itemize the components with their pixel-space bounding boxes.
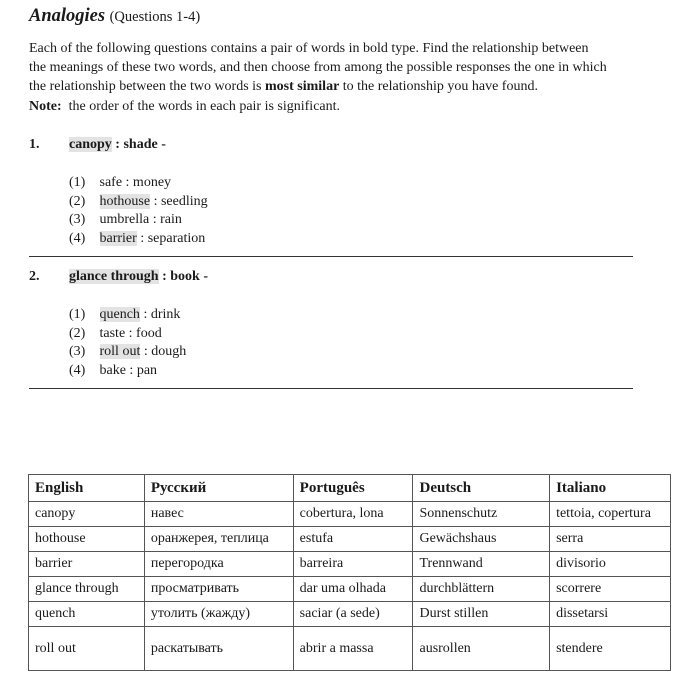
glossary-table (28, 474, 671, 671)
table-cell: Durst stillen (413, 602, 550, 627)
table-cell: просматривать (144, 577, 293, 602)
instructions-line-3 (29, 77, 649, 96)
instructions-emphasis: most similar (265, 79, 340, 94)
option-label: (3) (69, 344, 86, 359)
table-row (29, 552, 671, 577)
note (29, 99, 340, 115)
table-row (29, 502, 671, 527)
answer-option-4[interactable] (69, 362, 186, 381)
answer-option-3[interactable] (69, 343, 186, 362)
table-cell: saciar (a sede) (293, 602, 413, 627)
table-header-row (29, 475, 671, 502)
answer-option-4[interactable] (69, 230, 208, 249)
header-portuguese: Português (293, 475, 413, 502)
divider (29, 256, 633, 257)
instructions-line-1: Each of the following questions contains a pair of words in bold type. Find the relationship between (29, 41, 589, 56)
option-label: (1) (69, 175, 86, 190)
answer-options (69, 306, 186, 380)
table-cell: estufa (293, 527, 413, 552)
instructions-line-3-post: to the relationship you have found. (339, 79, 538, 94)
option-label: (4) (69, 362, 86, 378)
option-text: : separation (136, 230, 206, 246)
header-german: Deutsch (413, 475, 550, 502)
answer-option-2[interactable] (69, 193, 208, 212)
option-text: bake : pan (99, 362, 158, 378)
section-title (29, 5, 200, 27)
stem-rest: : shade - (111, 137, 166, 152)
table-cell: scorrere (550, 577, 671, 602)
table-cell: оранжерея, теплица (144, 527, 293, 552)
option-highlight: quench (99, 307, 140, 322)
answer-option-1[interactable] (69, 174, 208, 193)
option-text: : drink (139, 307, 181, 322)
table-cell: Gewächshaus (413, 527, 550, 552)
option-label: (2) (69, 193, 86, 209)
answer-option-2[interactable] (69, 325, 186, 344)
stem-rest: : book - (158, 269, 208, 284)
option-highlight: barrier (99, 230, 137, 246)
divider (29, 388, 633, 389)
stem-highlight: canopy (69, 137, 112, 152)
table-cell: abrir a massa (293, 627, 413, 671)
option-text: : seedling (150, 193, 208, 209)
instructions-line-2: the meanings of these two words, and then choose from among the possible responses the one in which (29, 60, 607, 75)
table-cell: barreira (293, 552, 413, 577)
table-cell: serra (550, 527, 671, 552)
table-cell: утолить (жажду) (144, 602, 293, 627)
header-italian: Italiano (550, 475, 671, 502)
table-row (29, 527, 671, 552)
answer-option-3[interactable] (69, 211, 208, 230)
option-label: (2) (69, 325, 86, 341)
question-number: 1. (29, 137, 40, 152)
option-text: taste : food (99, 325, 162, 341)
table-cell: dar uma olhada (293, 577, 413, 602)
option-label: (3) (69, 212, 86, 227)
title-subtitle: (Questions 1-4) (109, 9, 201, 25)
answer-options (69, 174, 208, 248)
option-text: : dough (140, 344, 187, 359)
table-cell: barrier (29, 552, 145, 577)
table-cell: cobertura, lona (293, 502, 413, 527)
table-cell: hothouse (29, 527, 145, 552)
question-stem (69, 269, 208, 285)
table-row (29, 602, 671, 627)
option-highlight: roll out (99, 344, 141, 359)
table-cell: quench (29, 602, 145, 627)
header-english: English (29, 475, 145, 502)
table-cell: roll out (29, 627, 145, 671)
table-cell: Sonnenschutz (413, 502, 550, 527)
table-cell: durchblättern (413, 577, 550, 602)
header-russian: Русский (144, 475, 293, 502)
note-label: Note: (29, 99, 62, 114)
table-cell: раскатывать (144, 627, 293, 671)
table-cell: glance through (29, 577, 145, 602)
option-text: safe : money (99, 175, 172, 190)
table-cell: tettoia, copertura (550, 502, 671, 527)
table-row (29, 577, 671, 602)
title-main: Analogies (29, 6, 106, 26)
note-text: the order of the words in each pair is significant. (61, 99, 341, 114)
table-cell: dissetarsi (550, 602, 671, 627)
table-row (29, 627, 671, 671)
option-highlight: hothouse (99, 193, 151, 209)
table-cell: canopy (29, 502, 145, 527)
option-label: (4) (69, 230, 86, 246)
question-number: 2. (29, 269, 40, 284)
answer-option-1[interactable] (69, 306, 186, 325)
option-text: umbrella : rain (99, 212, 182, 227)
stem-highlight: glance through (69, 269, 159, 284)
table-cell: stendere (550, 627, 671, 671)
instructions (29, 39, 649, 96)
question-stem (69, 137, 166, 153)
table-cell: навес (144, 502, 293, 527)
table-cell: Trennwand (413, 552, 550, 577)
instructions-line-3-pre: the relationship between the two words is (29, 79, 266, 94)
table-cell: divisorio (550, 552, 671, 577)
table-cell: ausrollen (413, 627, 550, 671)
table-cell: перегородка (144, 552, 293, 577)
option-label: (1) (69, 307, 86, 322)
